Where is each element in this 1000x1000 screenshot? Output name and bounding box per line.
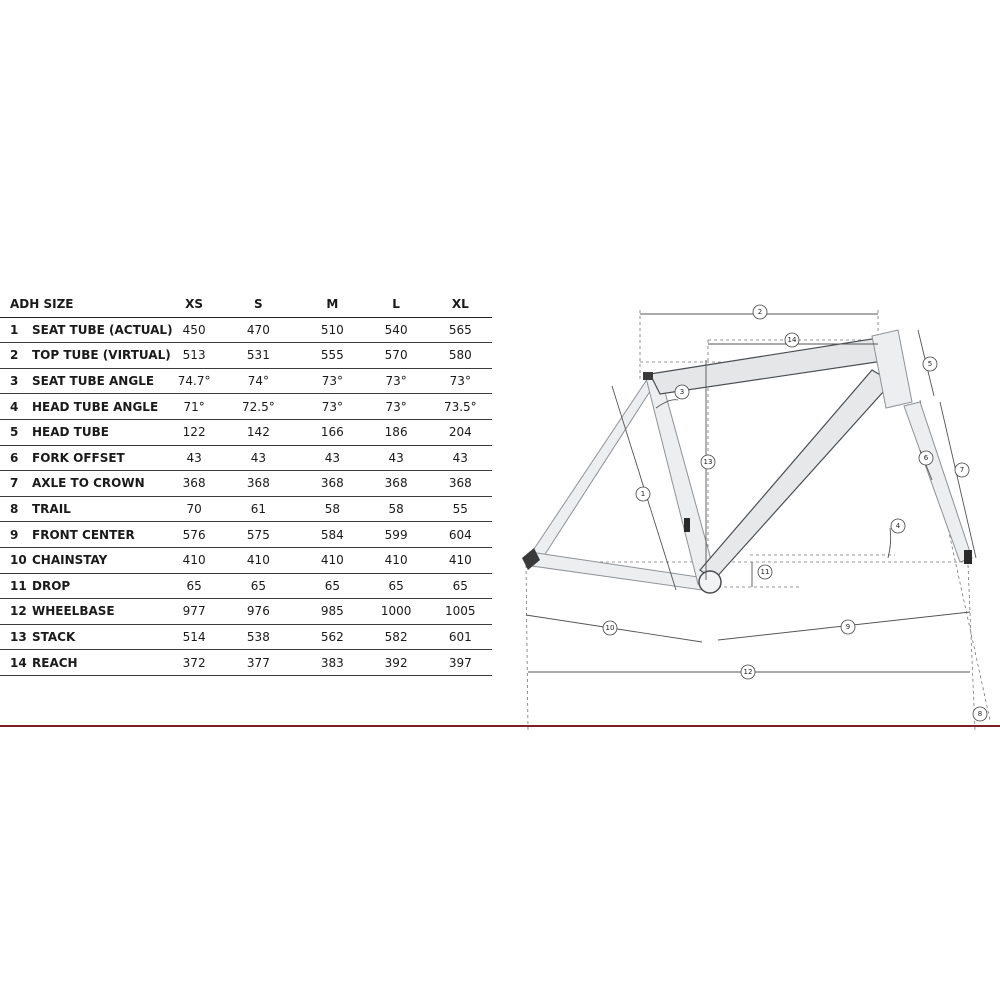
cell-s: 531 (216, 343, 301, 369)
size-header-label: ADH SIZE (0, 292, 173, 317)
cell-xl: 73.5° (429, 394, 492, 420)
row-label-text: FORK OFFSET (32, 450, 125, 465)
table-row (0, 445, 492, 471)
cell-s: 61 (216, 496, 301, 522)
row-label-text: HEAD TUBE (32, 425, 109, 440)
cell-m: 73° (301, 368, 364, 394)
row-label-text: DROP (32, 578, 71, 593)
table-row (0, 573, 492, 599)
cell-s: 470 (216, 317, 301, 343)
callout-7 (955, 463, 969, 477)
row-label (0, 522, 173, 548)
cell-m: 584 (301, 522, 364, 548)
svg-text:2: 2 (757, 308, 763, 316)
cell-s: 65 (216, 573, 301, 599)
table-row (0, 317, 492, 343)
cell-xl: 368 (429, 471, 492, 497)
row-label (0, 394, 173, 420)
row-label (0, 599, 173, 625)
cell-l: 73° (364, 368, 429, 394)
callout-13 (701, 455, 715, 469)
row-label-text: TRAIL (32, 502, 71, 517)
callout-2 (753, 305, 767, 319)
cell-l: 582 (364, 624, 429, 650)
cell-s: 575 (216, 522, 301, 548)
table-row (0, 471, 492, 497)
cell-l: 73° (364, 394, 429, 420)
cell-xs: 368 (173, 471, 216, 497)
cell-s: 368 (216, 471, 301, 497)
cell-xl: 65 (429, 573, 492, 599)
callout-3 (675, 385, 689, 399)
cell-xs: 74.7° (173, 368, 216, 394)
cell-xl: 55 (429, 496, 492, 522)
cell-xl: 580 (429, 343, 492, 369)
size-header-m: M (301, 292, 364, 317)
callout-12 (741, 665, 755, 679)
row-number: 5 (10, 425, 19, 440)
row-number: 8 (10, 502, 19, 517)
table-header-row (0, 292, 492, 317)
size-header-l: L (364, 292, 429, 317)
cell-s: 74° (216, 368, 301, 394)
cell-xs: 43 (173, 445, 216, 471)
row-label (0, 624, 173, 650)
bike-frame (522, 330, 972, 593)
svg-text:6: 6 (923, 454, 929, 462)
table-row (0, 650, 492, 676)
cell-m: 510 (301, 317, 364, 343)
cell-xl: 43 (429, 445, 492, 471)
svg-text:14: 14 (787, 336, 797, 344)
cell-l: 43 (364, 445, 429, 471)
frame-geometry-diagram (500, 290, 1000, 730)
table-row (0, 547, 492, 573)
size-header-xl: XL (429, 292, 492, 317)
row-label (0, 496, 173, 522)
row-label-text: REACH (32, 655, 78, 670)
row-label-text: FRONT CENTER (32, 527, 135, 542)
cell-xs: 372 (173, 650, 216, 676)
callout-9 (841, 620, 855, 634)
cell-m: 410 (301, 547, 364, 573)
svg-text:11: 11 (760, 568, 770, 576)
cell-s: 142 (216, 419, 301, 445)
row-label-text: TOP TUBE (VIRTUAL) (32, 348, 171, 363)
cell-xs: 576 (173, 522, 216, 548)
svg-text:3: 3 (679, 388, 685, 396)
cell-m: 383 (301, 650, 364, 676)
cell-m: 58 (301, 496, 364, 522)
cell-xl: 204 (429, 419, 492, 445)
row-label-text: STACK (32, 630, 76, 645)
cell-m: 166 (301, 419, 364, 445)
cell-l: 392 (364, 650, 429, 676)
cell-xs: 65 (173, 573, 216, 599)
cell-l: 540 (364, 317, 429, 343)
svg-text:9: 9 (845, 623, 851, 631)
row-number: 11 (10, 578, 27, 593)
cell-xl: 410 (429, 547, 492, 573)
fork (904, 402, 972, 562)
cell-xs: 513 (173, 343, 216, 369)
row-label (0, 445, 173, 471)
row-label (0, 547, 173, 573)
row-label-text: AXLE TO CROWN (32, 476, 145, 491)
cell-m: 65 (301, 573, 364, 599)
row-label-text: WHEELBASE (32, 604, 115, 619)
cell-l: 58 (364, 496, 429, 522)
cell-s: 377 (216, 650, 301, 676)
svg-text:12: 12 (743, 668, 753, 676)
table-row (0, 419, 492, 445)
row-label (0, 368, 173, 394)
svg-text:7: 7 (959, 466, 965, 474)
svg-text:5: 5 (927, 360, 933, 368)
cell-xs: 514 (173, 624, 216, 650)
table-row (0, 496, 492, 522)
cell-xl: 601 (429, 624, 492, 650)
top-tube (650, 338, 890, 394)
row-number: 1 (10, 322, 19, 337)
row-label (0, 419, 173, 445)
row-label (0, 650, 173, 676)
svg-text:8: 8 (977, 710, 983, 718)
cell-xs: 70 (173, 496, 216, 522)
chain-stay (530, 552, 705, 590)
cell-xs: 977 (173, 599, 216, 625)
table-row (0, 599, 492, 625)
svg-text:13: 13 (703, 458, 713, 466)
cell-m: 43 (301, 445, 364, 471)
cell-xs: 450 (173, 317, 216, 343)
svg-text:10: 10 (605, 624, 615, 632)
cell-m: 562 (301, 624, 364, 650)
row-label (0, 317, 173, 343)
cell-l: 65 (364, 573, 429, 599)
seat-clamp (643, 372, 653, 380)
svg-text:1: 1 (640, 490, 646, 498)
callout-8 (973, 707, 987, 721)
cell-m: 368 (301, 471, 364, 497)
cell-m: 555 (301, 343, 364, 369)
svg-text:4: 4 (895, 522, 901, 530)
cell-xl: 565 (429, 317, 492, 343)
seat-stay (528, 378, 656, 562)
row-number: 6 (10, 450, 19, 465)
row-number: 14 (10, 655, 27, 670)
cell-xl: 397 (429, 650, 492, 676)
callout-11 (758, 565, 772, 579)
row-label (0, 471, 173, 497)
cell-l: 1000 (364, 599, 429, 625)
geometry-table (0, 292, 492, 676)
row-label-text: CHAINSTAY (32, 553, 108, 568)
cell-m: 73° (301, 394, 364, 420)
cell-s: 43 (216, 445, 301, 471)
table-row (0, 624, 492, 650)
seat-tube (645, 374, 716, 584)
cell-xl: 604 (429, 522, 492, 548)
row-label (0, 573, 173, 599)
cell-l: 599 (364, 522, 429, 548)
cell-xl: 1005 (429, 599, 492, 625)
cell-s: 538 (216, 624, 301, 650)
cell-m: 985 (301, 599, 364, 625)
cell-xl: 73° (429, 368, 492, 394)
callout-4 (891, 519, 905, 533)
callout-14 (785, 333, 799, 347)
front-dropout (964, 550, 972, 564)
row-number: 9 (10, 527, 19, 542)
cell-l: 410 (364, 547, 429, 573)
cell-l: 186 (364, 419, 429, 445)
down-tube (700, 370, 892, 580)
cable-port (684, 518, 690, 532)
row-number: 2 (10, 348, 19, 363)
cell-s: 976 (216, 599, 301, 625)
dim-head-angle-arc (888, 528, 891, 558)
size-header-s: S (216, 292, 301, 317)
row-label-text: SEAT TUBE ANGLE (32, 374, 155, 389)
cell-l: 368 (364, 471, 429, 497)
callout-1 (636, 487, 650, 501)
row-label-text: HEAD TUBE ANGLE (32, 399, 159, 414)
table-body (0, 317, 492, 675)
table-row (0, 368, 492, 394)
row-number: 4 (10, 399, 19, 414)
row-number: 7 (10, 476, 19, 491)
callout-6 (919, 451, 933, 465)
cell-l: 570 (364, 343, 429, 369)
cell-xs: 410 (173, 547, 216, 573)
rear-axle-vertical-ref (526, 565, 528, 730)
cell-xs: 71° (173, 394, 216, 420)
bottom-bracket (699, 571, 721, 593)
cell-s: 410 (216, 547, 301, 573)
size-header-xs: XS (173, 292, 216, 317)
row-label-text: SEAT TUBE (ACTUAL) (32, 322, 173, 337)
table-row (0, 522, 492, 548)
row-number: 3 (10, 374, 19, 389)
row-number: 13 (10, 630, 27, 645)
callout-5 (923, 357, 937, 371)
row-number: 12 (10, 604, 27, 619)
callout-10 (603, 621, 617, 635)
cell-s: 72.5° (216, 394, 301, 420)
row-label (0, 343, 173, 369)
table-row (0, 343, 492, 369)
row-number: 10 (10, 553, 27, 568)
cell-xs: 122 (173, 419, 216, 445)
table-row (0, 394, 492, 420)
